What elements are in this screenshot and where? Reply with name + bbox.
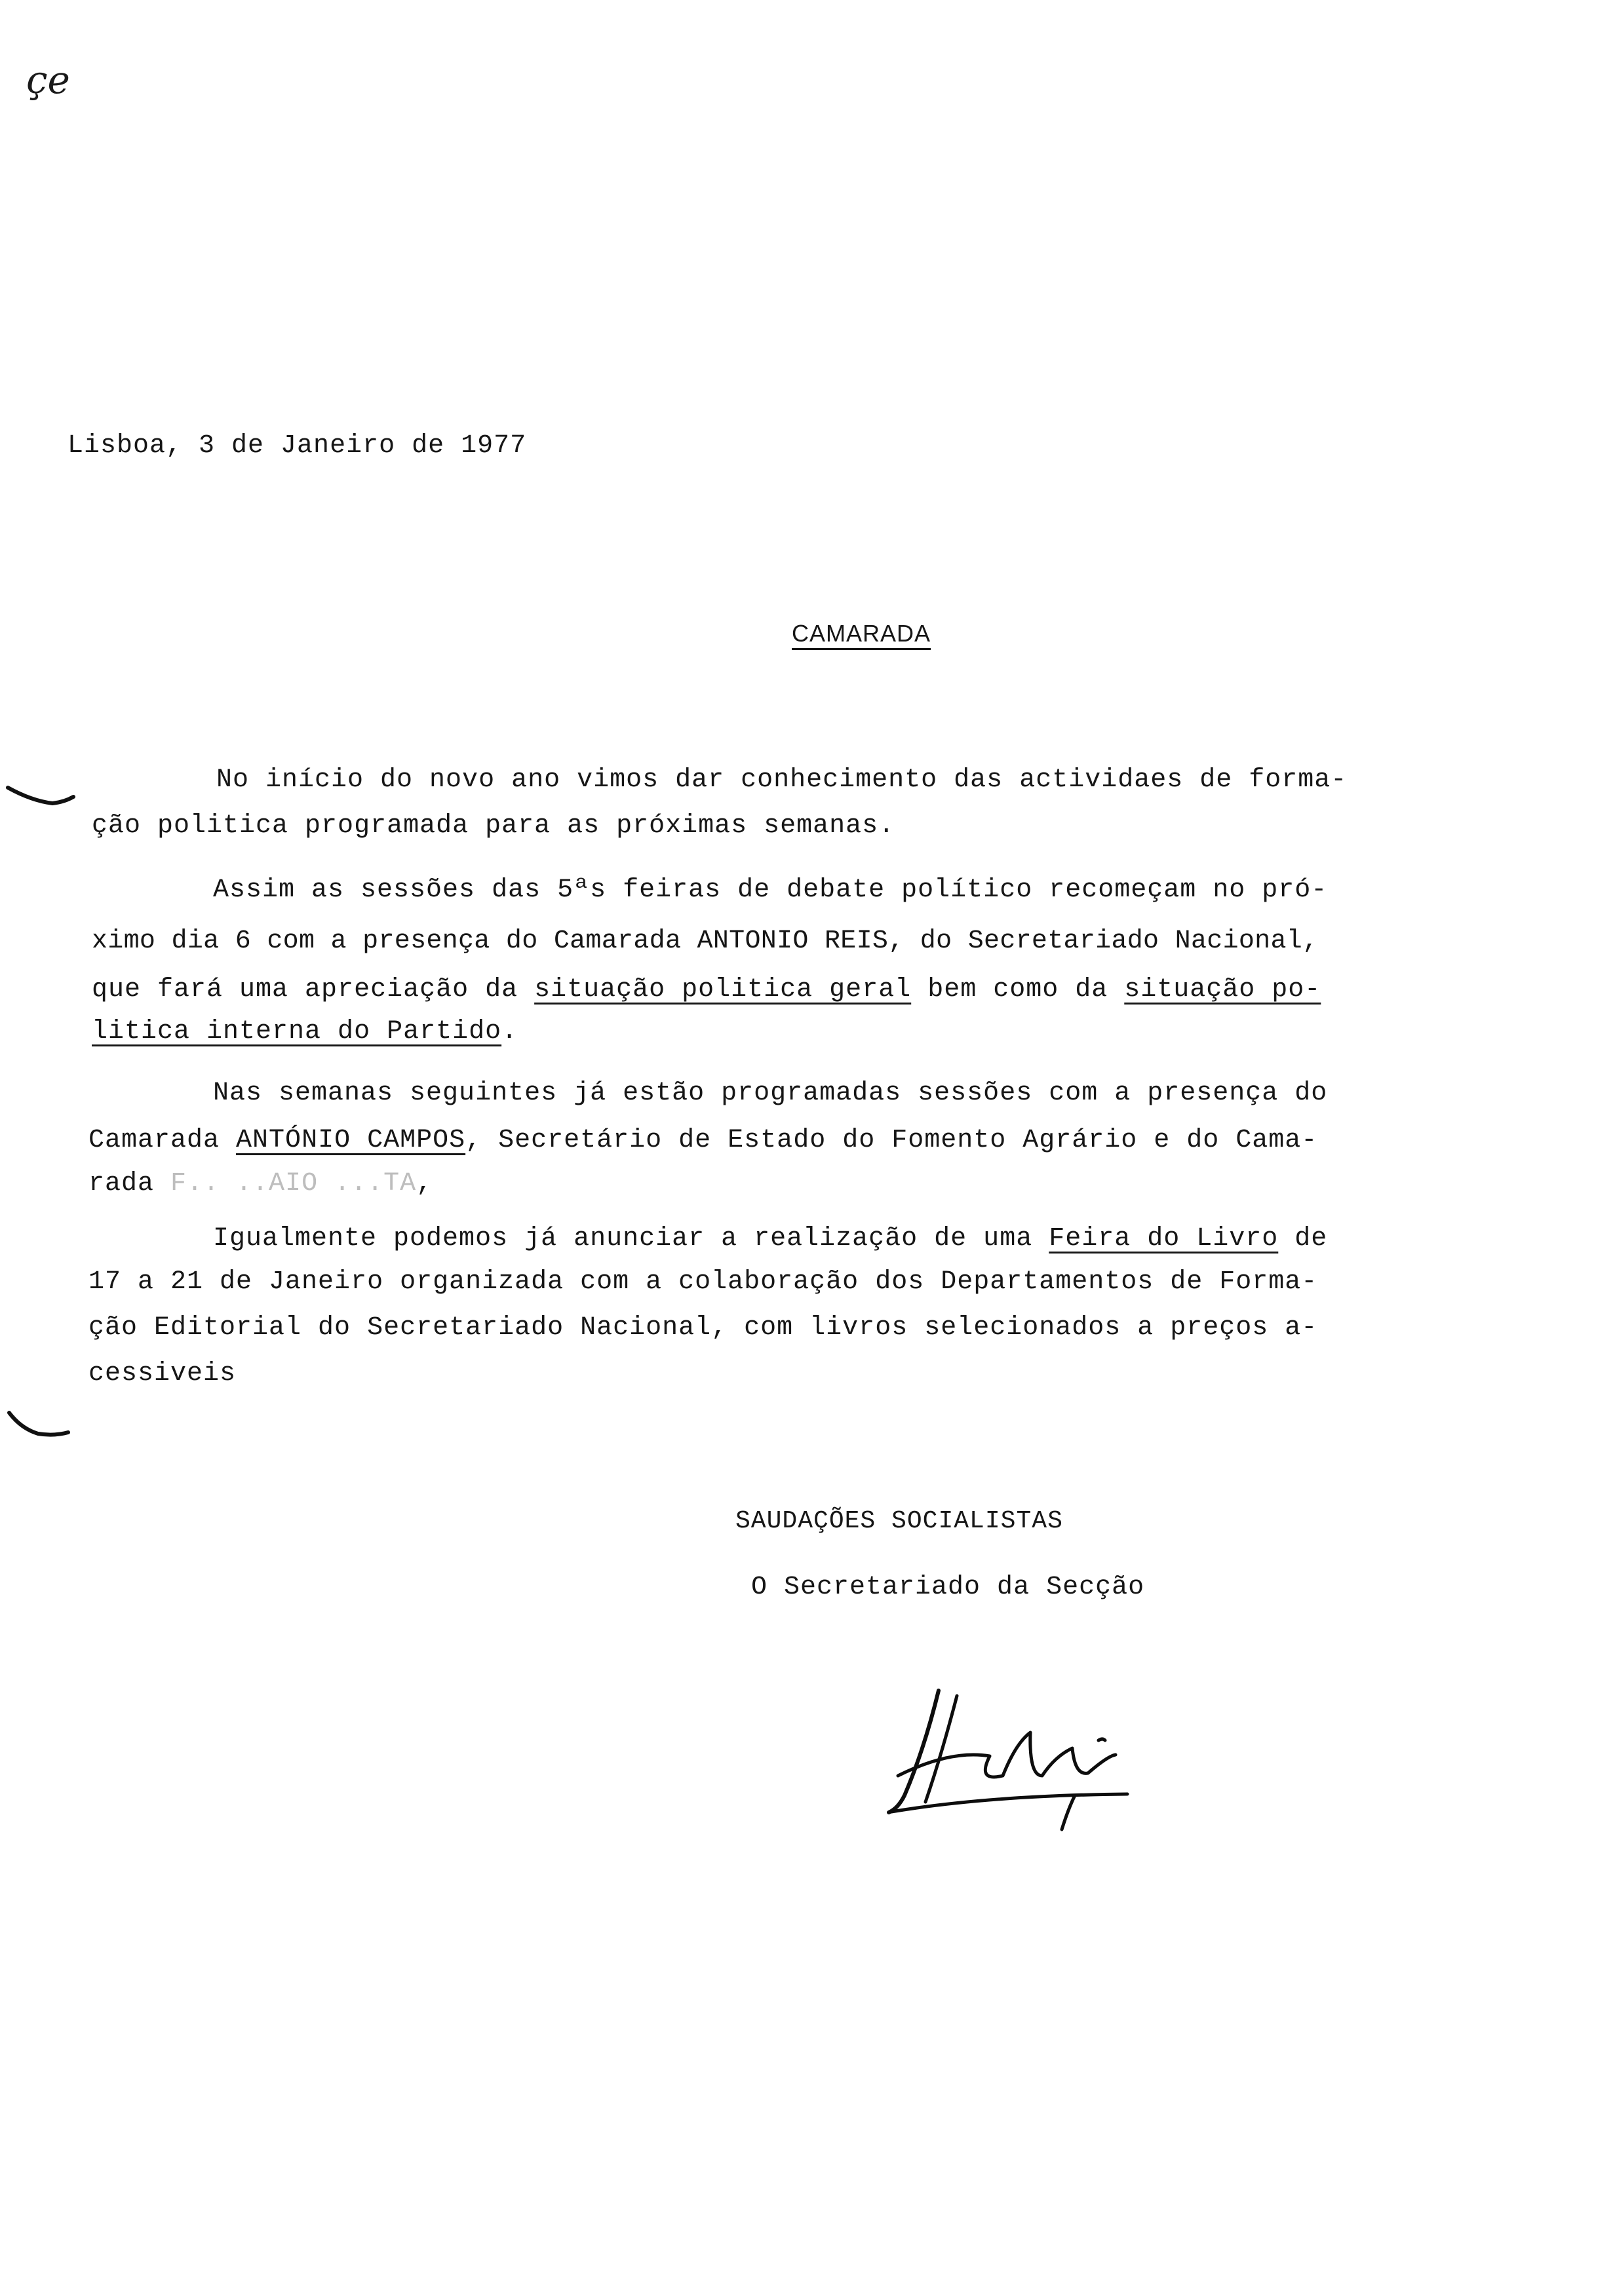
margin-mark-icon bbox=[5, 778, 77, 811]
text-span: . bbox=[501, 1017, 518, 1046]
salutation-heading: CAMARADA bbox=[792, 620, 931, 647]
corner-annotation: çe bbox=[26, 58, 70, 102]
text-span: bem como da bbox=[911, 975, 1125, 1004]
text-span: rada bbox=[88, 1169, 171, 1198]
text-line bbox=[88, 1169, 433, 1198]
closing-salutation: SAUDAÇÕES SOCIALISTAS bbox=[735, 1507, 1063, 1535]
text-span: de bbox=[1278, 1224, 1328, 1253]
text-span: Camarada bbox=[88, 1126, 237, 1155]
redacted-name: F.. ..AIO ...TA bbox=[170, 1169, 417, 1198]
text-line bbox=[213, 1224, 1327, 1253]
text-line bbox=[92, 1017, 518, 1046]
text-line: cessiveis bbox=[88, 1359, 237, 1388]
text-line bbox=[92, 975, 1321, 1004]
signatory: O Secretariado da Secção bbox=[751, 1573, 1145, 1602]
underlined-phrase: ANTÓNIO CAMPOS bbox=[236, 1126, 466, 1155]
underlined-phrase: situação po- bbox=[1124, 975, 1321, 1004]
text-line: Nas semanas seguintes já estão programadas sessões com a presença do bbox=[213, 1079, 1328, 1108]
dateline: Lisboa, 3 de Janeiro de 1977 bbox=[68, 431, 527, 461]
text-line: ximo dia 6 com a presença do Camarada ANTONIO REIS, do Secretariado Nacional, bbox=[92, 927, 1319, 956]
text-line: 17 a 21 de Janeiro organizada com a colaboração dos Departamentos de Forma- bbox=[88, 1267, 1318, 1297]
text-span: , Secretário de Estado do Fomento Agrário e do Cama- bbox=[465, 1126, 1318, 1155]
text-line: Assim as sessões das 5ªs feiras de debate político recomeçam no pró- bbox=[213, 875, 1328, 905]
text-line: ção Editorial do Secretariado Nacional, com livros selecionados a preços a- bbox=[88, 1313, 1318, 1343]
signature-icon bbox=[878, 1677, 1134, 1835]
text-line: No início do novo ano vimos dar conhecimento das actividaes de forma- bbox=[216, 765, 1348, 795]
text-span: , bbox=[416, 1169, 433, 1198]
underlined-phrase: litica interna do Partido bbox=[92, 1017, 502, 1046]
text-span: que fará uma apreciação da bbox=[92, 975, 535, 1004]
text-line: ção politica programada para as próximas semanas. bbox=[92, 811, 895, 841]
margin-mark-icon bbox=[5, 1409, 77, 1445]
underlined-phrase: Feira do Livro bbox=[1049, 1224, 1279, 1253]
underlined-phrase: situação politica geral bbox=[534, 975, 912, 1004]
text-span: Igualmente podemos já anunciar a realização de uma bbox=[213, 1224, 1049, 1253]
text-line bbox=[88, 1126, 1317, 1155]
